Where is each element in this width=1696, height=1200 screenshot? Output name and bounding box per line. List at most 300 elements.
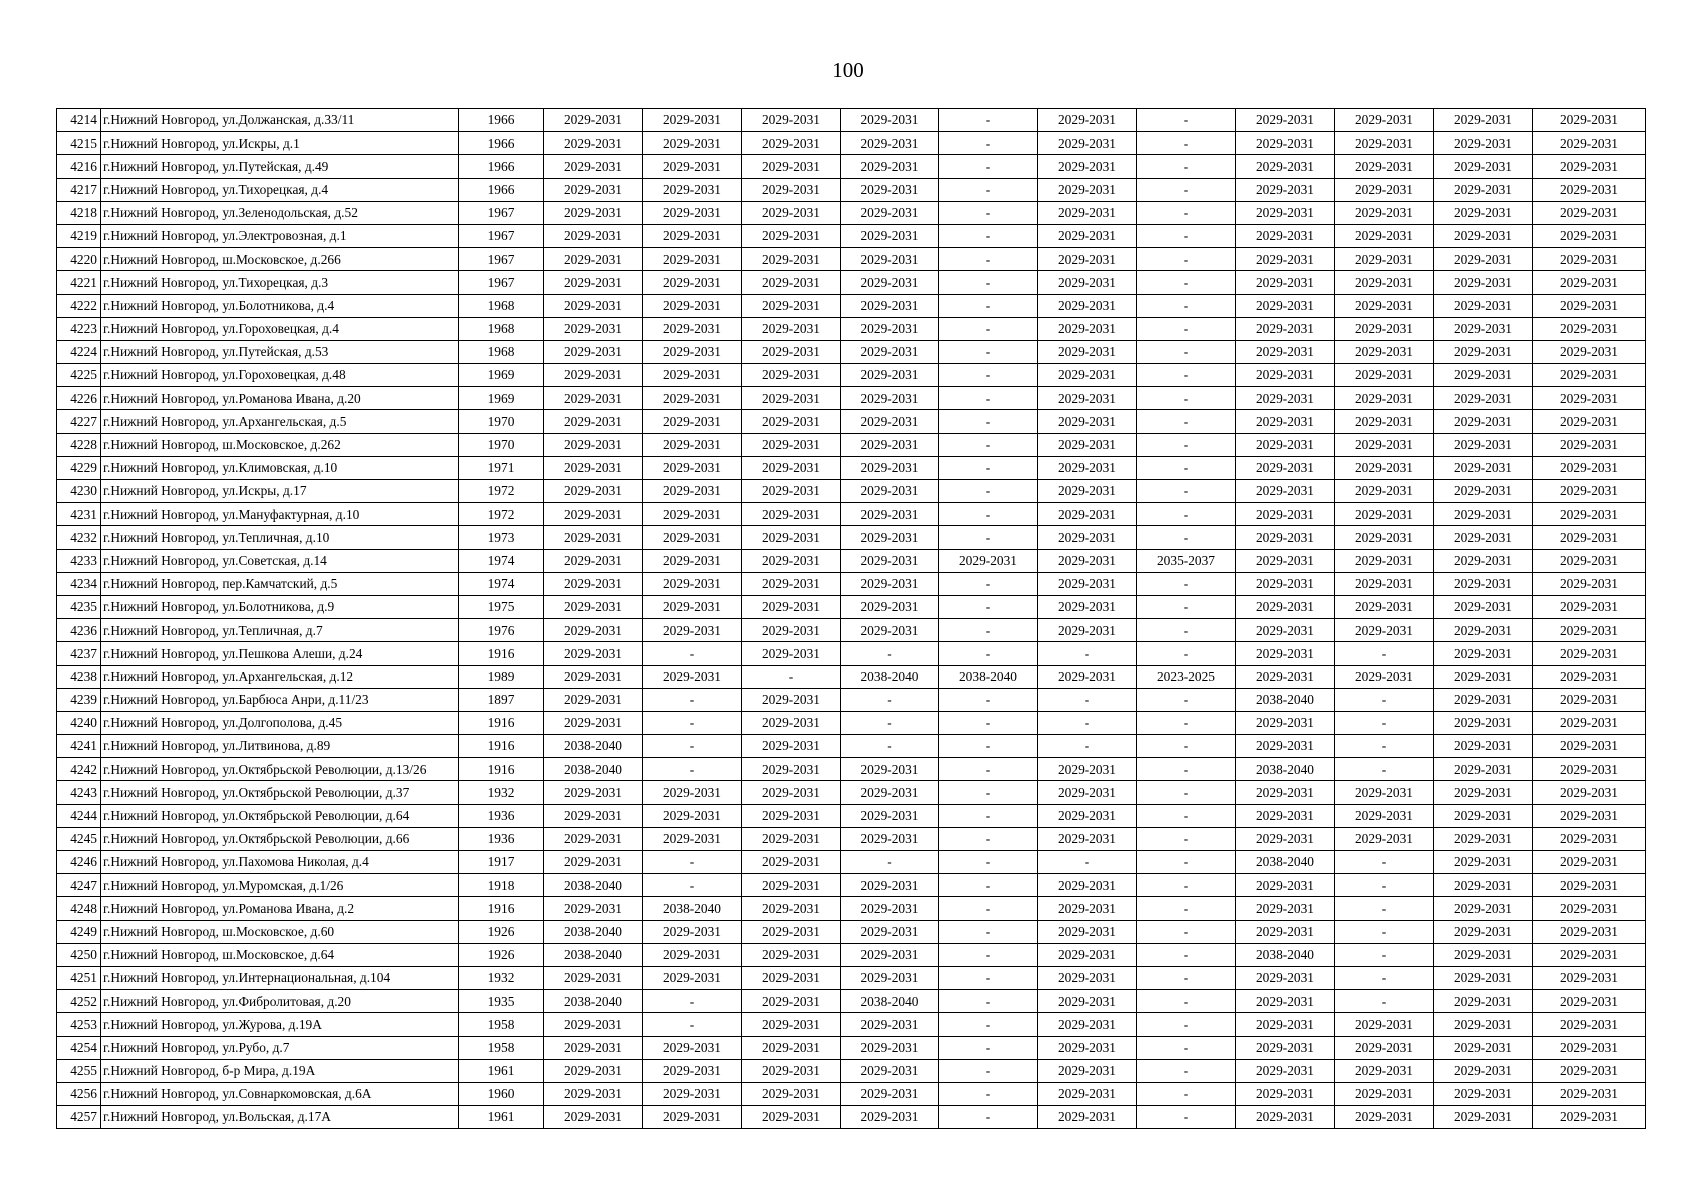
cell-period-7: 2035-2037	[1137, 549, 1236, 572]
cell-period-2: 2029-2031	[643, 109, 742, 132]
cell-period-1: 2029-2031	[544, 572, 643, 595]
cell-row-number: 4216	[57, 155, 101, 178]
cell-address: г.Нижний Новгород, ул.Литвинова, д.89	[101, 735, 459, 758]
cell-period-10: 2029-2031	[1434, 688, 1533, 711]
cell-period-7: 2023-2025	[1137, 665, 1236, 688]
cell-year-built: 1968	[459, 317, 544, 340]
cell-period-9: 2029-2031	[1335, 1013, 1434, 1036]
cell-period-8: 2029-2031	[1236, 1106, 1335, 1129]
cell-period-9: -	[1335, 758, 1434, 781]
cell-period-10: 2029-2031	[1434, 155, 1533, 178]
cell-address: г.Нижний Новгород, ул.Искры, д.17	[101, 480, 459, 503]
cell-period-4: 2029-2031	[841, 549, 939, 572]
table-row	[57, 1082, 1646, 1105]
table-row	[57, 387, 1646, 410]
cell-period-4: 2029-2031	[841, 364, 939, 387]
cell-period-5: -	[939, 340, 1038, 363]
cell-period-6: 2029-2031	[1038, 781, 1137, 804]
cell-period-6: 2029-2031	[1038, 433, 1137, 456]
cell-period-8: 2029-2031	[1236, 990, 1335, 1013]
cell-period-5: -	[939, 874, 1038, 897]
cell-year-built: 1974	[459, 572, 544, 595]
table-row	[57, 943, 1646, 966]
cell-address: г.Нижний Новгород, ул.Октябрьской Революции, д.64	[101, 804, 459, 827]
cell-period-3: 2029-2031	[742, 827, 841, 850]
cell-period-8: 2029-2031	[1236, 711, 1335, 734]
cell-period-8: 2029-2031	[1236, 1036, 1335, 1059]
table-row	[57, 410, 1646, 433]
cell-period-7: -	[1137, 340, 1236, 363]
cell-period-11: 2029-2031	[1533, 642, 1646, 665]
cell-period-8: 2029-2031	[1236, 155, 1335, 178]
cell-period-11: 2029-2031	[1533, 294, 1646, 317]
cell-period-1: 2029-2031	[544, 248, 643, 271]
cell-period-10: 2029-2031	[1434, 132, 1533, 155]
cell-period-4: 2029-2031	[841, 340, 939, 363]
cell-period-8: 2029-2031	[1236, 224, 1335, 247]
cell-period-7: -	[1137, 990, 1236, 1013]
cell-period-5: -	[939, 966, 1038, 989]
cell-period-5: -	[939, 433, 1038, 456]
cell-address: г.Нижний Новгород, ул.Электровозная, д.1	[101, 224, 459, 247]
cell-period-8: 2029-2031	[1236, 480, 1335, 503]
cell-address: г.Нижний Новгород, ул.Архангельская, д.5	[101, 410, 459, 433]
cell-period-9: 2029-2031	[1335, 410, 1434, 433]
cell-year-built: 1936	[459, 827, 544, 850]
cell-row-number: 4220	[57, 248, 101, 271]
cell-period-11: 2029-2031	[1533, 711, 1646, 734]
cell-address: г.Нижний Новгород, ул.Октябрьской Революции, д.66	[101, 827, 459, 850]
cell-row-number: 4239	[57, 688, 101, 711]
cell-period-1: 2029-2031	[544, 688, 643, 711]
cell-row-number: 4248	[57, 897, 101, 920]
cell-period-3: 2029-2031	[742, 1082, 841, 1105]
cell-period-3: 2029-2031	[742, 920, 841, 943]
cell-period-7: -	[1137, 804, 1236, 827]
cell-period-4: 2029-2031	[841, 966, 939, 989]
cell-address: г.Нижний Новгород, ш.Московское, д.64	[101, 943, 459, 966]
cell-address: г.Нижний Новгород, ш.Московское, д.262	[101, 433, 459, 456]
cell-period-6: 2029-2031	[1038, 410, 1137, 433]
cell-row-number: 4227	[57, 410, 101, 433]
cell-period-3: 2029-2031	[742, 201, 841, 224]
cell-period-10: 2029-2031	[1434, 201, 1533, 224]
cell-period-6: 2029-2031	[1038, 943, 1137, 966]
cell-period-11: 2029-2031	[1533, 758, 1646, 781]
cell-period-7: -	[1137, 503, 1236, 526]
cell-period-7: -	[1137, 201, 1236, 224]
cell-period-2: 2029-2031	[643, 317, 742, 340]
cell-period-5: -	[939, 201, 1038, 224]
cell-address: г.Нижний Новгород, ул.Путейская, д.49	[101, 155, 459, 178]
cell-address: г.Нижний Новгород, ул.Архангельская, д.12	[101, 665, 459, 688]
cell-period-11: 2029-2031	[1533, 619, 1646, 642]
cell-period-11: 2029-2031	[1533, 456, 1646, 479]
cell-period-10: 2029-2031	[1434, 1082, 1533, 1105]
cell-period-7: -	[1137, 897, 1236, 920]
cell-period-1: 2029-2031	[544, 1036, 643, 1059]
cell-period-11: 2029-2031	[1533, 480, 1646, 503]
table-row	[57, 1106, 1646, 1129]
cell-period-3: 2029-2031	[742, 224, 841, 247]
cell-period-9: 2029-2031	[1335, 1059, 1434, 1082]
cell-period-10: 2029-2031	[1434, 619, 1533, 642]
cell-period-6: 2029-2031	[1038, 758, 1137, 781]
table-row	[57, 480, 1646, 503]
cell-period-3: 2029-2031	[742, 526, 841, 549]
cell-address: г.Нижний Новгород, ул.Тихорецкая, д.3	[101, 271, 459, 294]
cell-period-7: -	[1137, 642, 1236, 665]
cell-period-1: 2038-2040	[544, 920, 643, 943]
cell-period-6: 2029-2031	[1038, 1036, 1137, 1059]
cell-period-1: 2029-2031	[544, 456, 643, 479]
cell-year-built: 1961	[459, 1106, 544, 1129]
cell-address: г.Нижний Новгород, ул.Вольская, д.17А	[101, 1106, 459, 1129]
cell-period-9: 2029-2031	[1335, 294, 1434, 317]
cell-period-9: -	[1335, 688, 1434, 711]
cell-period-9: 2029-2031	[1335, 224, 1434, 247]
cell-period-11: 2029-2031	[1533, 966, 1646, 989]
cell-period-11: 2029-2031	[1533, 1036, 1646, 1059]
cell-period-3: 2029-2031	[742, 456, 841, 479]
cell-row-number: 4240	[57, 711, 101, 734]
cell-period-8: 2029-2031	[1236, 410, 1335, 433]
cell-period-7: -	[1137, 526, 1236, 549]
cell-period-4: 2029-2031	[841, 248, 939, 271]
cell-period-1: 2029-2031	[544, 294, 643, 317]
cell-period-9: 2029-2031	[1335, 248, 1434, 271]
cell-address: г.Нижний Новгород, ш.Московское, д.60	[101, 920, 459, 943]
cell-row-number: 4242	[57, 758, 101, 781]
cell-period-2: 2029-2031	[643, 480, 742, 503]
cell-period-2: 2029-2031	[643, 224, 742, 247]
cell-period-4: 2029-2031	[841, 897, 939, 920]
cell-row-number: 4256	[57, 1082, 101, 1105]
cell-period-4: -	[841, 735, 939, 758]
cell-period-11: 2029-2031	[1533, 665, 1646, 688]
cell-address: г.Нижний Новгород, ул.Муромская, д.1/26	[101, 874, 459, 897]
cell-period-3: 2029-2031	[742, 340, 841, 363]
cell-period-9: 2029-2031	[1335, 456, 1434, 479]
cell-period-10: 2029-2031	[1434, 480, 1533, 503]
cell-year-built: 1960	[459, 1082, 544, 1105]
cell-year-built: 1966	[459, 132, 544, 155]
cell-period-6: 2029-2031	[1038, 1059, 1137, 1082]
cell-row-number: 4254	[57, 1036, 101, 1059]
cell-year-built: 1916	[459, 897, 544, 920]
cell-period-9: -	[1335, 874, 1434, 897]
cell-period-3: -	[742, 665, 841, 688]
cell-period-4: 2029-2031	[841, 827, 939, 850]
cell-period-3: 2029-2031	[742, 595, 841, 618]
cell-period-6: 2029-2031	[1038, 155, 1137, 178]
cell-row-number: 4238	[57, 665, 101, 688]
cell-row-number: 4228	[57, 433, 101, 456]
cell-period-1: 2029-2031	[544, 549, 643, 572]
cell-period-4: 2029-2031	[841, 317, 939, 340]
cell-period-10: 2029-2031	[1434, 456, 1533, 479]
cell-period-6: 2029-2031	[1038, 804, 1137, 827]
cell-period-1: 2038-2040	[544, 758, 643, 781]
cell-row-number: 4253	[57, 1013, 101, 1036]
cell-period-1: 2029-2031	[544, 132, 643, 155]
cell-period-8: 2029-2031	[1236, 781, 1335, 804]
cell-period-6: 2029-2031	[1038, 966, 1137, 989]
cell-period-11: 2029-2031	[1533, 851, 1646, 874]
cell-period-10: 2029-2031	[1434, 410, 1533, 433]
cell-period-2: 2029-2031	[643, 410, 742, 433]
cell-period-5: -	[939, 155, 1038, 178]
cell-period-8: 2029-2031	[1236, 549, 1335, 572]
cell-period-10: 2029-2031	[1434, 851, 1533, 874]
cell-period-5: -	[939, 109, 1038, 132]
table-row	[57, 665, 1646, 688]
cell-period-11: 2029-2031	[1533, 340, 1646, 363]
cell-period-1: 2038-2040	[544, 874, 643, 897]
cell-period-8: 2029-2031	[1236, 503, 1335, 526]
cell-period-11: 2029-2031	[1533, 410, 1646, 433]
cell-period-6: 2029-2031	[1038, 456, 1137, 479]
cell-period-9: -	[1335, 642, 1434, 665]
cell-period-11: 2029-2031	[1533, 132, 1646, 155]
cell-period-5: -	[939, 595, 1038, 618]
cell-period-5: -	[939, 410, 1038, 433]
cell-address: г.Нижний Новгород, ул.Климовская, д.10	[101, 456, 459, 479]
cell-period-6: 2029-2031	[1038, 874, 1137, 897]
cell-period-2: 2029-2031	[643, 966, 742, 989]
cell-period-8: 2029-2031	[1236, 572, 1335, 595]
table-row	[57, 433, 1646, 456]
cell-period-8: 2038-2040	[1236, 758, 1335, 781]
cell-period-5: -	[939, 758, 1038, 781]
cell-period-6: 2029-2031	[1038, 201, 1137, 224]
table-row	[57, 619, 1646, 642]
table-row	[57, 781, 1646, 804]
cell-period-5: -	[939, 572, 1038, 595]
cell-period-7: -	[1137, 711, 1236, 734]
cell-period-10: 2029-2031	[1434, 364, 1533, 387]
cell-period-6: 2029-2031	[1038, 503, 1137, 526]
cell-period-2: 2029-2031	[643, 503, 742, 526]
cell-address: г.Нижний Новгород, ул.Интернациональная, д.104	[101, 966, 459, 989]
cell-period-9: 2029-2031	[1335, 804, 1434, 827]
cell-period-5: -	[939, 781, 1038, 804]
cell-period-5: -	[939, 804, 1038, 827]
cell-period-10: 2029-2031	[1434, 595, 1533, 618]
table-row	[57, 248, 1646, 271]
cell-period-7: -	[1137, 271, 1236, 294]
cell-period-7: -	[1137, 1059, 1236, 1082]
cell-period-2: 2029-2031	[643, 178, 742, 201]
cell-period-7: -	[1137, 688, 1236, 711]
cell-period-5: -	[939, 851, 1038, 874]
cell-period-6: 2029-2031	[1038, 480, 1137, 503]
cell-period-4: 2029-2031	[841, 804, 939, 827]
cell-period-6: -	[1038, 688, 1137, 711]
cell-period-11: 2029-2031	[1533, 1059, 1646, 1082]
cell-period-1: 2029-2031	[544, 851, 643, 874]
cell-period-5: -	[939, 711, 1038, 734]
cell-period-11: 2029-2031	[1533, 897, 1646, 920]
cell-period-8: 2029-2031	[1236, 387, 1335, 410]
cell-period-4: 2029-2031	[841, 387, 939, 410]
table-row	[57, 201, 1646, 224]
table-row	[57, 758, 1646, 781]
cell-period-10: 2029-2031	[1434, 1013, 1533, 1036]
cell-period-4: 2029-2031	[841, 178, 939, 201]
cell-period-9: 2029-2031	[1335, 781, 1434, 804]
cell-period-5: -	[939, 990, 1038, 1013]
table-row	[57, 271, 1646, 294]
cell-period-3: 2029-2031	[742, 317, 841, 340]
cell-period-5: -	[939, 271, 1038, 294]
cell-year-built: 1917	[459, 851, 544, 874]
cell-row-number: 4215	[57, 132, 101, 155]
cell-row-number: 4255	[57, 1059, 101, 1082]
cell-period-7: -	[1137, 294, 1236, 317]
cell-row-number: 4246	[57, 851, 101, 874]
cell-period-4: -	[841, 851, 939, 874]
cell-period-8: 2029-2031	[1236, 920, 1335, 943]
cell-address: г.Нижний Новгород, ул.Барбюса Анри, д.11/23	[101, 688, 459, 711]
cell-period-4: 2029-2031	[841, 433, 939, 456]
cell-year-built: 1967	[459, 224, 544, 247]
cell-year-built: 1970	[459, 410, 544, 433]
cell-period-7: -	[1137, 758, 1236, 781]
cell-period-1: 2029-2031	[544, 526, 643, 549]
cell-period-8: 2029-2031	[1236, 248, 1335, 271]
cell-row-number: 4231	[57, 503, 101, 526]
cell-period-10: 2029-2031	[1434, 340, 1533, 363]
cell-year-built: 1969	[459, 364, 544, 387]
cell-row-number: 4233	[57, 549, 101, 572]
cell-period-11: 2029-2031	[1533, 735, 1646, 758]
cell-period-1: 2038-2040	[544, 943, 643, 966]
cell-period-11: 2029-2031	[1533, 387, 1646, 410]
cell-period-6: 2029-2031	[1038, 526, 1137, 549]
cell-period-1: 2029-2031	[544, 480, 643, 503]
cell-period-7: -	[1137, 572, 1236, 595]
cell-period-9: 2029-2031	[1335, 340, 1434, 363]
cell-period-4: 2029-2031	[841, 155, 939, 178]
cell-period-10: 2029-2031	[1434, 549, 1533, 572]
table-row	[57, 827, 1646, 850]
cell-period-9: 2029-2031	[1335, 503, 1434, 526]
cell-period-2: 2029-2031	[643, 1082, 742, 1105]
cell-period-5: -	[939, 317, 1038, 340]
cell-row-number: 4225	[57, 364, 101, 387]
cell-period-2: -	[643, 758, 742, 781]
cell-period-9: 2029-2031	[1335, 827, 1434, 850]
cell-period-3: 2029-2031	[742, 711, 841, 734]
cell-period-5: -	[939, 943, 1038, 966]
cell-period-5: -	[939, 132, 1038, 155]
cell-period-3: 2029-2031	[742, 943, 841, 966]
cell-period-9: 2029-2031	[1335, 526, 1434, 549]
cell-period-11: 2029-2031	[1533, 549, 1646, 572]
cell-period-1: 2029-2031	[544, 711, 643, 734]
cell-period-8: 2029-2031	[1236, 804, 1335, 827]
cell-address: г.Нижний Новгород, ул.Болотникова, д.4	[101, 294, 459, 317]
cell-period-11: 2029-2031	[1533, 224, 1646, 247]
cell-period-6: 2029-2031	[1038, 178, 1137, 201]
cell-row-number: 4241	[57, 735, 101, 758]
cell-period-7: -	[1137, 1106, 1236, 1129]
cell-period-11: 2029-2031	[1533, 990, 1646, 1013]
cell-period-7: -	[1137, 364, 1236, 387]
cell-period-4: 2029-2031	[841, 595, 939, 618]
cell-period-2: 2029-2031	[643, 595, 742, 618]
cell-period-10: 2029-2031	[1434, 735, 1533, 758]
cell-period-3: 2029-2031	[742, 874, 841, 897]
cell-period-3: 2029-2031	[742, 178, 841, 201]
cell-period-1: 2029-2031	[544, 155, 643, 178]
cell-period-3: 2029-2031	[742, 387, 841, 410]
cell-period-8: 2029-2031	[1236, 109, 1335, 132]
cell-period-10: 2029-2031	[1434, 1106, 1533, 1129]
cell-period-8: 2029-2031	[1236, 456, 1335, 479]
cell-period-2: 2029-2031	[643, 1036, 742, 1059]
cell-period-7: -	[1137, 851, 1236, 874]
table-row	[57, 503, 1646, 526]
cell-period-3: 2029-2031	[742, 804, 841, 827]
cell-period-5: 2029-2031	[939, 549, 1038, 572]
cell-row-number: 4230	[57, 480, 101, 503]
cell-period-4: 2029-2031	[841, 109, 939, 132]
cell-period-1: 2029-2031	[544, 410, 643, 433]
cell-period-8: 2029-2031	[1236, 132, 1335, 155]
cell-period-1: 2029-2031	[544, 387, 643, 410]
cell-address: г.Нижний Новгород, ул.Гороховецкая, д.4	[101, 317, 459, 340]
cell-period-7: -	[1137, 178, 1236, 201]
table-row	[57, 317, 1646, 340]
cell-period-3: 2029-2031	[742, 410, 841, 433]
cell-address: г.Нижний Новгород, ул.Советская, д.14	[101, 549, 459, 572]
cell-period-10: 2029-2031	[1434, 804, 1533, 827]
cell-period-9: 2029-2031	[1335, 317, 1434, 340]
cell-period-6: 2029-2031	[1038, 549, 1137, 572]
cell-period-1: 2029-2031	[544, 340, 643, 363]
cell-period-4: 2029-2031	[841, 1013, 939, 1036]
table-row	[57, 642, 1646, 665]
cell-row-number: 4243	[57, 781, 101, 804]
cell-address: г.Нижний Новгород, ул.Фибролитовая, д.20	[101, 990, 459, 1013]
cell-period-11: 2029-2031	[1533, 1082, 1646, 1105]
table-row	[57, 132, 1646, 155]
cell-period-5: 2038-2040	[939, 665, 1038, 688]
cell-period-1: 2029-2031	[544, 201, 643, 224]
cell-period-9: -	[1335, 990, 1434, 1013]
cell-row-number: 4226	[57, 387, 101, 410]
cell-period-5: -	[939, 480, 1038, 503]
cell-address: г.Нижний Новгород, ул.Путейская, д.53	[101, 340, 459, 363]
cell-period-5: -	[939, 248, 1038, 271]
cell-period-2: 2029-2031	[643, 201, 742, 224]
cell-row-number: 4214	[57, 109, 101, 132]
cell-period-6: 2029-2031	[1038, 1013, 1137, 1036]
cell-period-10: 2029-2031	[1434, 109, 1533, 132]
cell-period-9: -	[1335, 966, 1434, 989]
cell-period-5: -	[939, 1106, 1038, 1129]
cell-period-4: 2029-2031	[841, 920, 939, 943]
cell-period-8: 2029-2031	[1236, 966, 1335, 989]
cell-period-4: 2038-2040	[841, 990, 939, 1013]
cell-address: г.Нижний Новгород, ул.Октябрьской Революции, д.37	[101, 781, 459, 804]
cell-period-7: -	[1137, 109, 1236, 132]
cell-period-7: -	[1137, 387, 1236, 410]
cell-period-3: 2029-2031	[742, 572, 841, 595]
cell-period-10: 2029-2031	[1434, 990, 1533, 1013]
